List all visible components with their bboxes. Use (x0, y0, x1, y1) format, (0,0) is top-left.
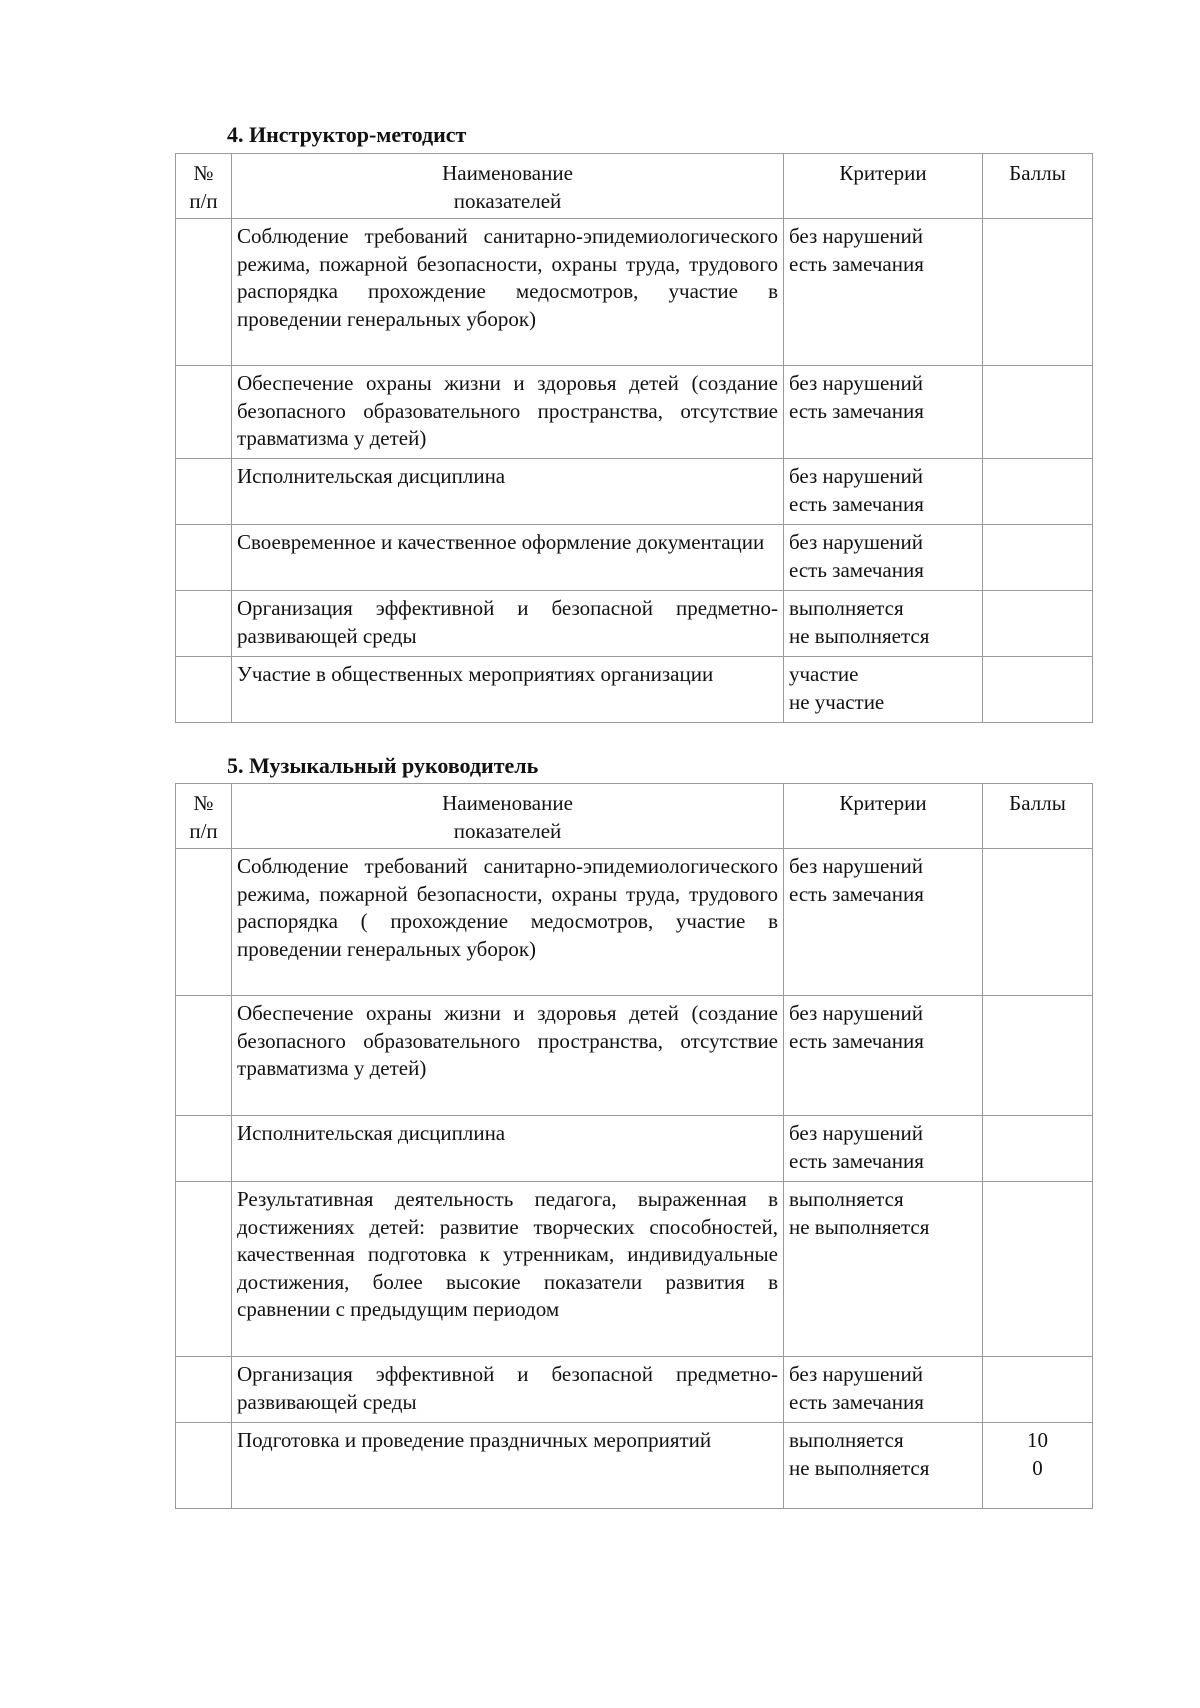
criteria-option: есть замечания (789, 398, 924, 423)
indicator-name: Обеспечение охраны жизни и здоровья детей (создание безопасного образовательного пространства, отсутствие травматизма у детей) (232, 366, 784, 459)
row-number (176, 849, 232, 996)
criteria-option: без нарушений (789, 224, 924, 248)
criteria-cell (784, 591, 983, 657)
table-row (176, 1116, 1093, 1182)
criteria-option: есть замечания (789, 1028, 924, 1053)
criteria-cell (784, 996, 983, 1116)
criteria-option: без нарушений (789, 1362, 924, 1386)
row-number (176, 459, 232, 525)
criteria-option: выполняется (789, 596, 904, 620)
score-cell (983, 1182, 1093, 1357)
header-name-line: показателей (453, 188, 562, 213)
table-row (176, 459, 1093, 525)
criteria-option: есть замечания (789, 1148, 924, 1173)
criteria-cell (784, 459, 983, 525)
indicator-name: Соблюдение требований санитарно-эпидемиологического режима, пожарной безопасности, охраны труда, трудового распорядка прохождение медосмотров, участие в проведении генеральных уборок) (232, 219, 784, 366)
criteria-cell (784, 1182, 983, 1357)
header-name (232, 784, 784, 849)
table-row (176, 366, 1093, 459)
header-num (176, 154, 232, 219)
indicator-name: Своевременное и качественное оформление документации (232, 525, 784, 591)
criteria-option: без нарушений (789, 530, 924, 554)
criteria-option: не выполняется (789, 1214, 930, 1239)
criteria-cell (784, 849, 983, 996)
indicator-name: Подготовка и проведение праздничных мероприятий (232, 1423, 784, 1509)
score-cell (983, 1423, 1093, 1509)
score-cell (983, 1357, 1093, 1423)
header-criteria: Критерии (784, 784, 983, 849)
row-number (176, 525, 232, 591)
table-header-row (176, 154, 1093, 219)
score-cell (983, 849, 1093, 996)
table-row (176, 525, 1093, 591)
criteria-cell (784, 525, 983, 591)
criteria-option: не выполняется (789, 1455, 930, 1480)
row-number (176, 1357, 232, 1423)
table-row (176, 1423, 1093, 1509)
criteria-option: не участие (789, 689, 885, 714)
criteria-cell (784, 657, 983, 723)
table-row (176, 219, 1093, 366)
criteria-option: выполняется (789, 1428, 904, 1452)
score-cell (983, 525, 1093, 591)
indicator-name: Исполнительская дисциплина (232, 1116, 784, 1182)
score-cell (983, 591, 1093, 657)
header-name-line: Наименование (442, 791, 573, 815)
header-score: Баллы (983, 784, 1093, 849)
score-cell (983, 1116, 1093, 1182)
criteria-cell (784, 1423, 983, 1509)
score-cell (983, 459, 1093, 525)
criteria-cell (784, 219, 983, 366)
section-title: 4. Инструктор-методист (227, 122, 467, 147)
criteria-cell (784, 366, 983, 459)
row-number (176, 591, 232, 657)
criteria-option: без нарушений (789, 464, 924, 488)
table-row (176, 849, 1093, 996)
criteria-cell (784, 1357, 983, 1423)
row-number (176, 657, 232, 723)
indicator-name: Организация эффективной и безопасной предметно-развивающей среды (232, 1357, 784, 1423)
indicator-name: Соблюдение требований санитарно-эпидемиологического режима, пожарной безопасности, охраны труда, трудового распорядка ( прохождение медосмотров, участие в проведении генеральных уборок) (232, 849, 784, 996)
criteria-option: не выполняется (789, 623, 930, 648)
row-number (176, 1116, 232, 1182)
header-num-line: п/п (189, 188, 218, 213)
row-number (176, 996, 232, 1116)
header-name-line: Наименование (442, 161, 573, 185)
table-row (176, 591, 1093, 657)
header-num-line: № (193, 791, 214, 815)
header-name-line: показателей (453, 818, 562, 843)
criteria-table (175, 783, 1093, 1509)
criteria-option: без нарушений (789, 1121, 924, 1145)
indicator-name: Участие в общественных мероприятиях организации (232, 657, 784, 723)
score-value: 10 (1027, 1428, 1048, 1452)
header-num-line: № (193, 161, 214, 185)
score-cell (983, 366, 1093, 459)
criteria-option: есть замечания (789, 1389, 924, 1414)
indicator-name: Исполнительская дисциплина (232, 459, 784, 525)
header-name (232, 154, 784, 219)
table-header-row (176, 784, 1093, 849)
header-num (176, 784, 232, 849)
criteria-option: есть замечания (789, 881, 924, 906)
criteria-table (175, 153, 1093, 723)
score-cell (983, 219, 1093, 366)
criteria-option: без нарушений (789, 371, 924, 395)
header-num-line: п/п (189, 818, 218, 843)
criteria-option: без нарушений (789, 854, 924, 878)
score-value: 0 (1032, 1455, 1043, 1480)
criteria-option: есть замечания (789, 557, 924, 582)
table-row (176, 657, 1093, 723)
indicator-name: Организация эффективной и безопасной предметно-развивающей среды (232, 591, 784, 657)
row-number (176, 1423, 232, 1509)
row-number (176, 1182, 232, 1357)
table-row (176, 996, 1093, 1116)
criteria-option: есть замечания (789, 251, 924, 276)
header-criteria: Критерии (784, 154, 983, 219)
table-row (176, 1182, 1093, 1357)
table-row (176, 1357, 1093, 1423)
score-cell (983, 657, 1093, 723)
criteria-option: участие (789, 662, 859, 686)
criteria-cell (784, 1116, 983, 1182)
row-number (176, 366, 232, 459)
criteria-option: есть замечания (789, 491, 924, 516)
score-cell (983, 996, 1093, 1116)
row-number (176, 219, 232, 366)
header-score: Баллы (983, 154, 1093, 219)
indicator-name: Результативная деятельность педагога, выраженная в достижениях детей: развитие творческих способностей, качественная подготовка к утренникам, индивидуальные достижения, более высокие показатели развития в сравнении с предыдущим периодом (232, 1182, 784, 1357)
section-title: 5. Музыкальный руководитель (227, 753, 539, 778)
criteria-option: выполняется (789, 1187, 904, 1211)
indicator-name: Обеспечение охраны жизни и здоровья детей (создание безопасного образовательного пространства, отсутствие травматизма у детей) (232, 996, 784, 1116)
criteria-option: без нарушений (789, 1001, 924, 1025)
